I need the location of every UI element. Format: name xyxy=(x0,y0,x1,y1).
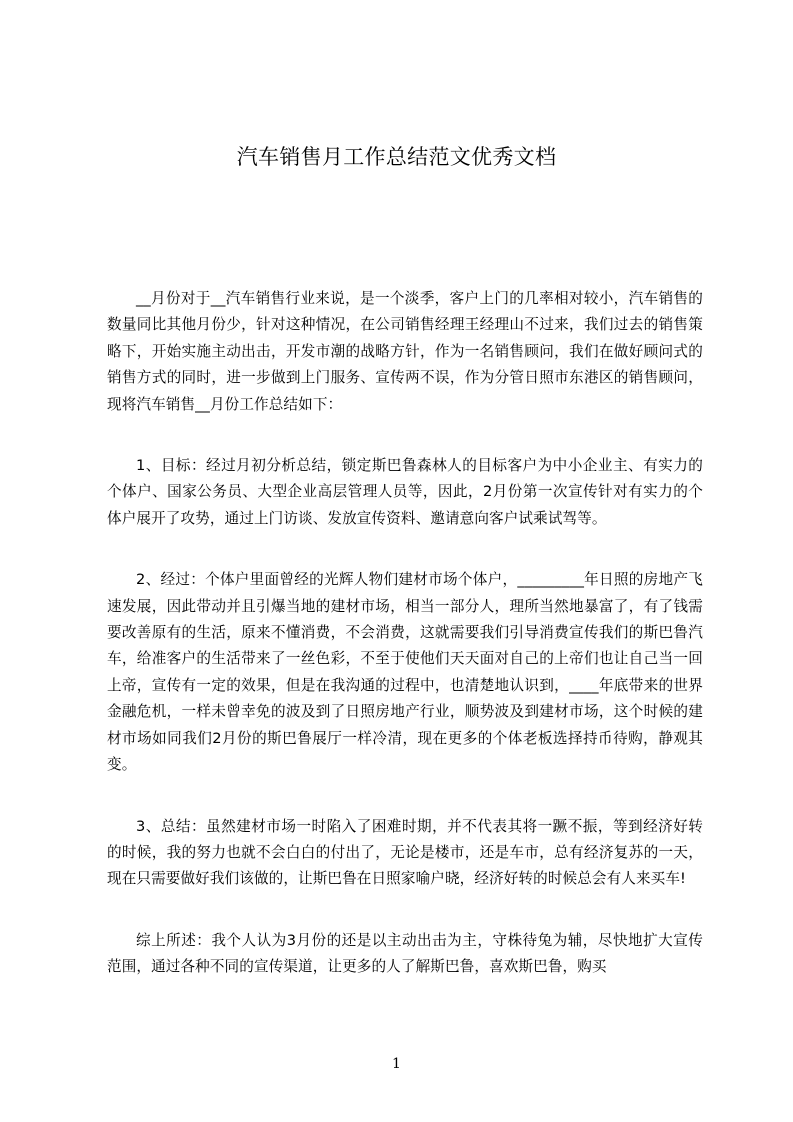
document-body xyxy=(107,286,703,1016)
paragraph-target: 1、目标：经过月初分析总结，锁定斯巴鲁森林人的目标客户为中小企业主、有实力的个体户、国家公务员、大型企业高层管理人员等，因此，2月份第一次宣传针对有实力的个体户展开了攻势，通过上门访谈、发放宣传资料、邀请意向客户试乘试驾等。 xyxy=(107,457,703,527)
paragraph-intro: __月份对于__汽车销售行业来说，是一个淡季，客户上门的几率相对较小，汽车销售的数量同比其他月份少，针对这种情况，在公司销售经理王经理山不过来，我们过去的销售策略下，开始实施主动出击，开发市潮的战略方针，作为一名销售顾问，我们在做好顾问式的销售方式的同时，进一步做到上门服务、宣传两不误，作为分管日照市东港区的销售顾问，现将汽车销售__月份工作总结如下： xyxy=(107,290,703,413)
paragraph-summary: 3、总结：虽然建材市场一时陷入了困难时期，并不代表其将一蹶不振，等到经济好转的时候，我的努力也就不会白白的付出了，无论是楼市，还是车市，总有经济复苏的一天，现在只需要做好我们该做的，让斯巴鲁在日照家喻户晓，经济好转的时候总会有人来买车! xyxy=(107,817,703,888)
paragraph-process: 2、经过：个体户里面曾经的光辉人物们建材市场个体户，_________年日照的房地产飞速发展，因此带动并且引爆当地的建材市场，相当一部分人，理所当然地暴富了，有了钱需要改善原有的生活，原来不懂消费，不会消费，这就需要我们引导消费宣传我们的斯巴鲁汽车，给准客户的生活带来了一丝色彩，不至于使他们天天面对自己的上帝们也让自己当一回上帝，宣传有一定的效果，但是在我沟通的过程中，也清楚地认识到，____年底带来的世界金融危机，一样未曾幸免的波及到了日照房地产行业，顺势波及到建材市场，这个时候的建材市场如同我们2月份的斯巴鲁展厅一样冷清，现在更多的个体老板选择持币待购，静观其变。 xyxy=(107,571,703,774)
document-title: 汽车销售月工作总结范文优秀文档 xyxy=(236,145,557,169)
paragraph-conclusion: 综上所述：我个人认为3月份的还是以主动出击为主，守株待兔为辅，尽快地扩大宣传范围，通过各种不同的宣传渠道，让更多的人了解斯巴鲁，喜欢斯巴鲁，购买 xyxy=(107,931,703,976)
page-number: 1 xyxy=(392,1056,401,1072)
